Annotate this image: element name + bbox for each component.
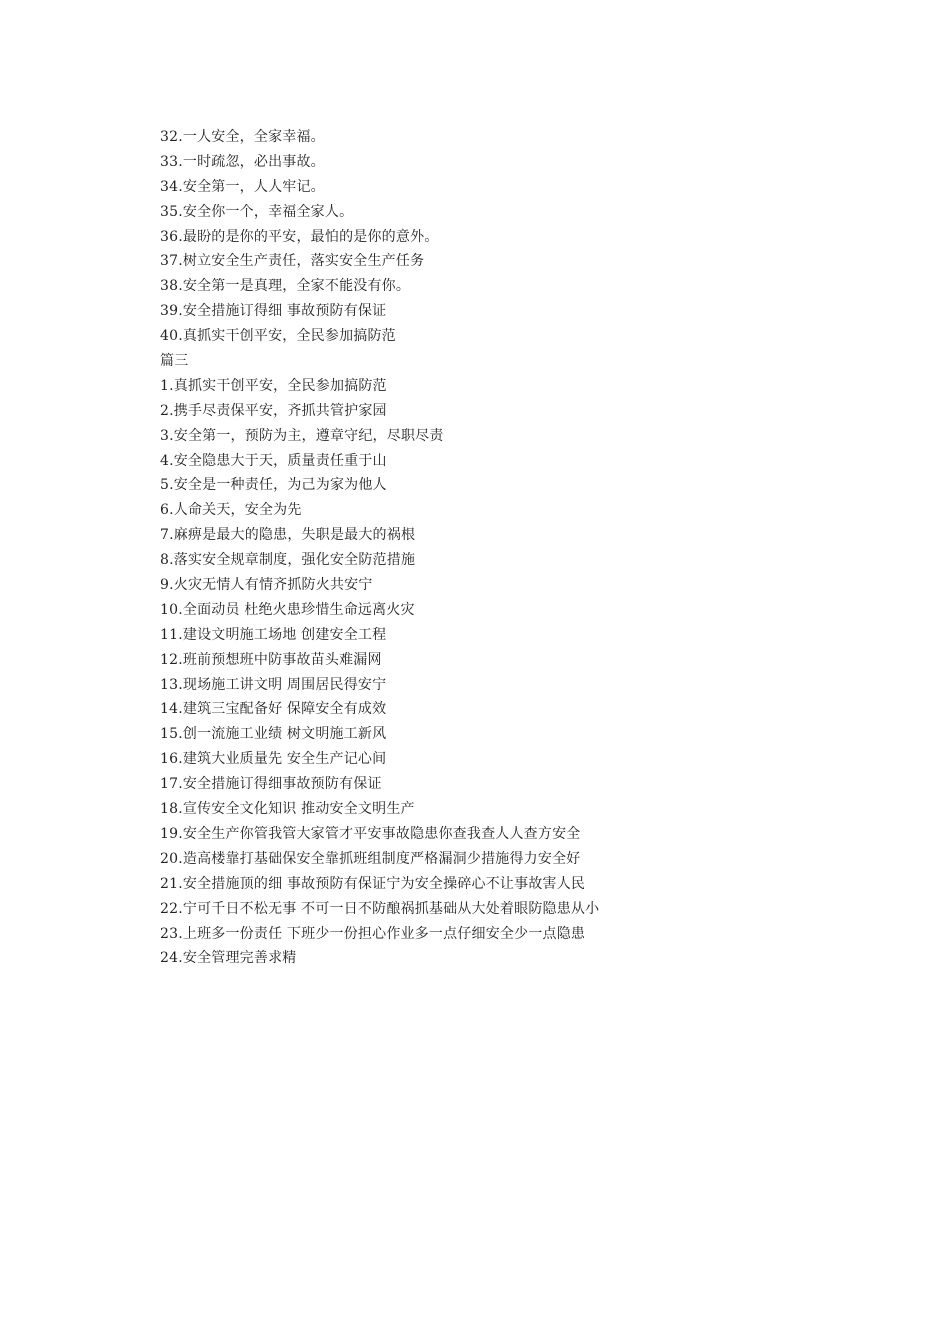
slogan-line: 3.安全第一，预防为主，遵章守纪，尽职尽责	[160, 427, 444, 444]
slogan-line: 39.安全措施订得细 事故预防有保证	[160, 303, 387, 320]
slogan-line: 6.人命关天，安全为先	[160, 502, 302, 519]
slogan-line: 9.火灾无情人有情齐抓防火共安宁	[160, 577, 373, 594]
slogan-line: 5.安全是一种责任，为己为家为他人	[160, 477, 387, 494]
slogan-line: 33.一时疏忽，必出事故。	[160, 153, 325, 170]
slogan-list-part-three	[160, 374, 880, 971]
slogan-line: 17.安全措施订得细事故预防有保证	[160, 776, 382, 793]
slogan-line: 24.安全管理完善求精	[160, 950, 297, 967]
slogan-line: 21.安全措施顶的细 事故预防有保证宁为安全操碎心不让事故害人民	[160, 875, 586, 892]
slogan-line: 18.宣传安全文化知识 推动安全文明生产	[160, 801, 415, 818]
slogan-line: 12.班前预想班中防事故苗头难漏网	[160, 651, 382, 668]
slogan-line: 23.上班多一份责任 下班少一份担心作业多一点仔细安全少一点隐患	[160, 925, 586, 942]
slogan-line: 40.真抓实干创平安，全民参加搞防范	[160, 328, 396, 345]
slogan-line: 14.建筑三宝配备好 保障安全有成效	[160, 701, 387, 718]
slogan-line: 38.安全第一是真理，全家不能没有你。	[160, 278, 411, 295]
section-heading: 篇三	[160, 353, 189, 370]
slogan-line: 7.麻痹是最大的隐患，失职是最大的祸根	[160, 527, 416, 544]
slogan-line: 37.树立安全生产责任，落实安全生产任务	[160, 253, 425, 270]
slogan-line: 11.建设文明施工场地 创建安全工程	[160, 626, 387, 643]
document-page	[160, 125, 880, 971]
slogan-line: 2.携手尽责保平安，齐抓共管护家园	[160, 402, 387, 419]
slogan-line: 10.全面动员 杜绝火患珍惜生命远离火灾	[160, 601, 415, 618]
slogan-list-part-two	[160, 125, 880, 349]
slogan-line: 16.建筑大业质量先 安全生产记心间	[160, 751, 387, 768]
slogan-line: 19.安全生产你管我管大家管才平安事故隐患你查我查人人查方安全	[160, 825, 581, 842]
slogan-line: 22.宁可千日不松无事 不可一日不防酿祸抓基础从大处着眼防隐患从小	[160, 900, 600, 917]
slogan-line: 35.安全你一个，幸福全家人。	[160, 203, 354, 220]
slogan-line: 1.真抓实干创平安，全民参加搞防范	[160, 377, 387, 394]
slogan-line: 13.现场施工讲文明 周围居民得安宁	[160, 676, 387, 693]
slogan-line: 8.落实安全规章制度，强化安全防范措施	[160, 552, 416, 569]
slogan-line: 34.安全第一，人人牢记。	[160, 178, 325, 195]
slogan-line: 20.造高楼靠打基础保安全靠抓班组制度严格漏洞少措施得力安全好	[160, 850, 581, 867]
slogan-line: 32.一人安全，全家幸福。	[160, 129, 325, 145]
slogan-line: 4.安全隐患大于天，质量责任重于山	[160, 452, 387, 469]
slogan-line: 15.创一流施工业绩 树文明施工新风	[160, 726, 387, 743]
slogan-line: 36.最盼的是你的平安，最怕的是你的意外。	[160, 228, 439, 245]
